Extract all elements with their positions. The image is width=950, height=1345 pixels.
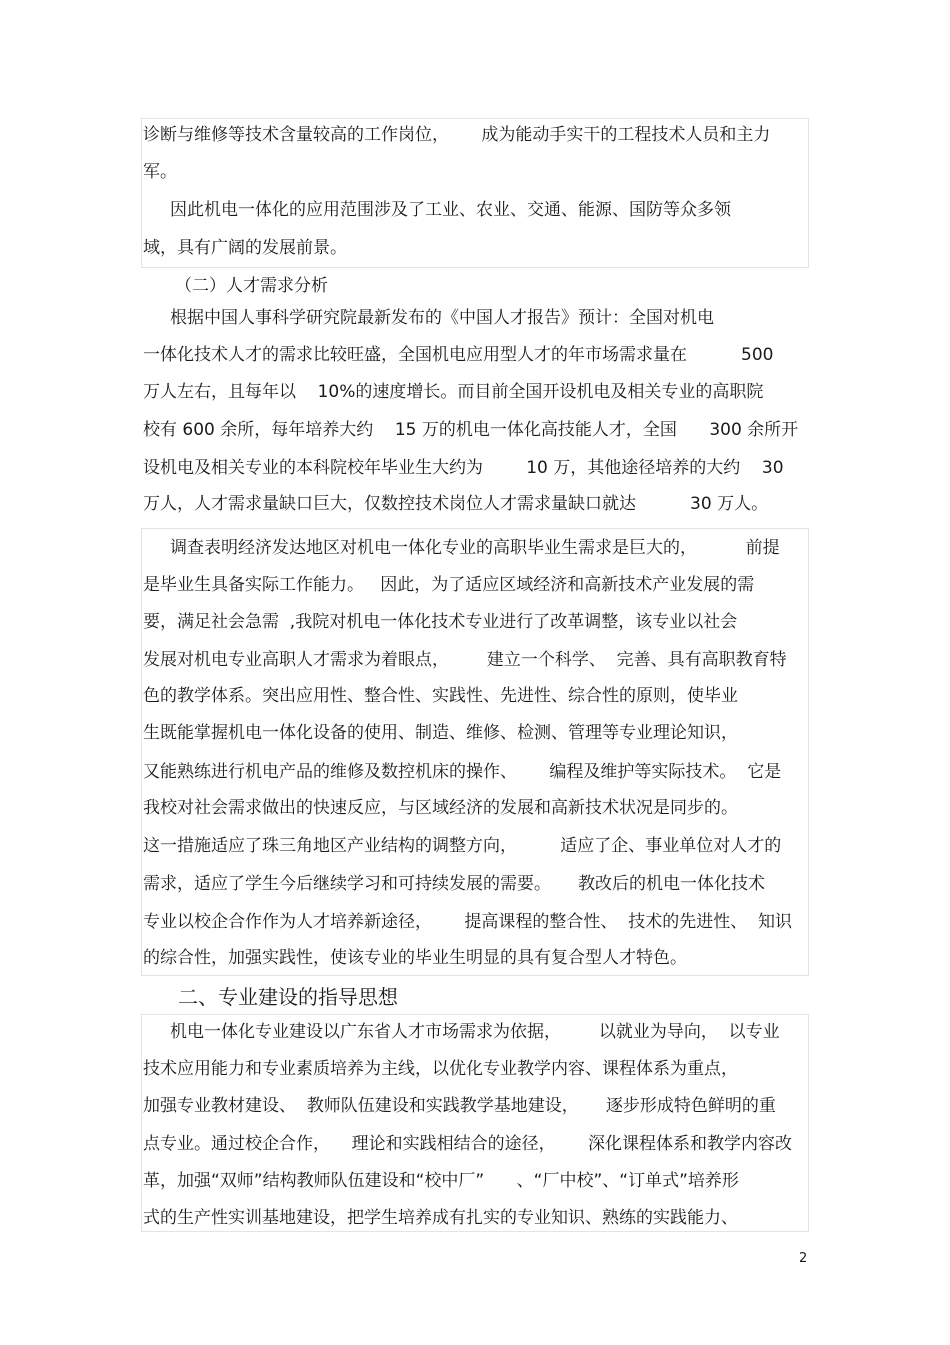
paragraph-line: 技术应用能力和专业素质培养为主线，以优化专业教学内容、课程体系为重点，	[143, 1059, 738, 1079]
text-frame-3	[141, 1014, 809, 1232]
section-title: 二、专业建设的指导思想	[178, 985, 398, 1009]
paragraph-line: 是毕业生具备实际工作能力。 因此，为了适应区域经济和高新技术产业发展的需	[143, 575, 755, 595]
subheading: （二）人才需求分析	[175, 276, 328, 296]
paragraph-line: 因此机电一体化的应用范围涉及了工业、农业、交通、能源、国防等众多领	[143, 200, 732, 220]
paragraph-line: 校有 600 余所，每年培养大约 15 万的机电一体化高技能人才，全国 300 余所开	[143, 420, 799, 440]
paragraph-line: 调查表明经济发达地区对机电一体化专业的高职毕业生需求是巨大的， 前提	[143, 538, 780, 558]
page-number: 2	[799, 1251, 808, 1266]
paragraph-line: 机电一体化专业建设以广东省人才市场需求为依据， 以就业为导向， 以专业	[143, 1022, 780, 1042]
paragraph-line: 发展对机电专业高职人才需求为着眼点， 建立一个科学、 完善、具有高职教育特	[143, 650, 787, 670]
paragraph-line: 我校对社会需求做出的快速反应，与区域经济的发展和高新技术状况是同步的。	[143, 798, 738, 818]
paragraph-line: 革，加强“双师”结构教师队伍建设和“校中厂” 、“厂中校”、“订单式”培养形	[143, 1171, 739, 1191]
paragraph-line: 生既能掌握机电一体化设备的使用、制造、维修、检测、管理等专业理论知识，	[143, 723, 738, 743]
paragraph-line: 又能熟练进行机电产品的维修及数控机床的操作、 编程及维护等实际技术。 它是	[143, 762, 782, 782]
paragraph-line: 诊断与维修等技术含量较高的工作岗位， 成为能动手实干的工程技术人员和主力	[143, 125, 771, 145]
paragraph-line: 万人，人才需求量缺口巨大，仅数控技术岗位人才需求量缺口就达 30 万人。	[143, 494, 769, 514]
paragraph-line: 点专业。通过校企合作， 理论和实践相结合的途径， 深化课程体系和教学内容改	[143, 1134, 793, 1154]
paragraph-line: 军。	[143, 162, 177, 182]
paragraph-line: 的综合性，加强实践性，使该专业的毕业生明显的具有复合型人才特色。	[143, 948, 687, 968]
paragraph-line: 色的教学体系。突出应用性、整合性、实践性、先进性、综合性的原则，使毕业	[143, 686, 738, 706]
paragraph-line: 设机电及相关专业的本科院校年毕业生大约为 10 万，其他途径培养的大约 30	[143, 458, 784, 478]
paragraph-line: 需求，适应了学生今后继续学习和可持续发展的需要。 教改后的机电一体化技术	[143, 874, 766, 894]
paragraph-line: 加强专业教材建设、 教师队伍建设和实践教学基地建设， 逐步形成特色鲜明的重	[143, 1096, 776, 1116]
paragraph-line: 域，具有广阔的发展前景。	[143, 238, 347, 258]
paragraph-line: 专业以校企合作作为人才培养新途径， 提高课程的整合性、 技术的先进性、 知识	[143, 912, 793, 932]
paragraph-line: 万人左右，且每年以 10%的速度增长。而目前全国开设机电及相关专业的高职院	[143, 382, 764, 402]
paragraph-line: 一体化技术人才的需求比较旺盛，全国机电应用型人才的年市场需求量在 500	[143, 345, 774, 365]
paragraph-line: 根据中国人事科学研究院最新发布的《中国人才报告》预计：全国对机电	[143, 308, 715, 328]
paragraph-line: 式的生产性实训基地建设，把学生培养成有扎实的专业知识、熟练的实践能力、	[143, 1208, 738, 1228]
paragraph-line: 这一措施适应了珠三角地区产业结构的调整方向， 适应了企、事业单位对人才的	[143, 836, 782, 856]
text-frame-2	[141, 528, 809, 976]
paragraph-line: 要，满足社会急需 ,我院对机电一体化技术专业进行了改革调整，该专业以社会	[143, 612, 738, 632]
